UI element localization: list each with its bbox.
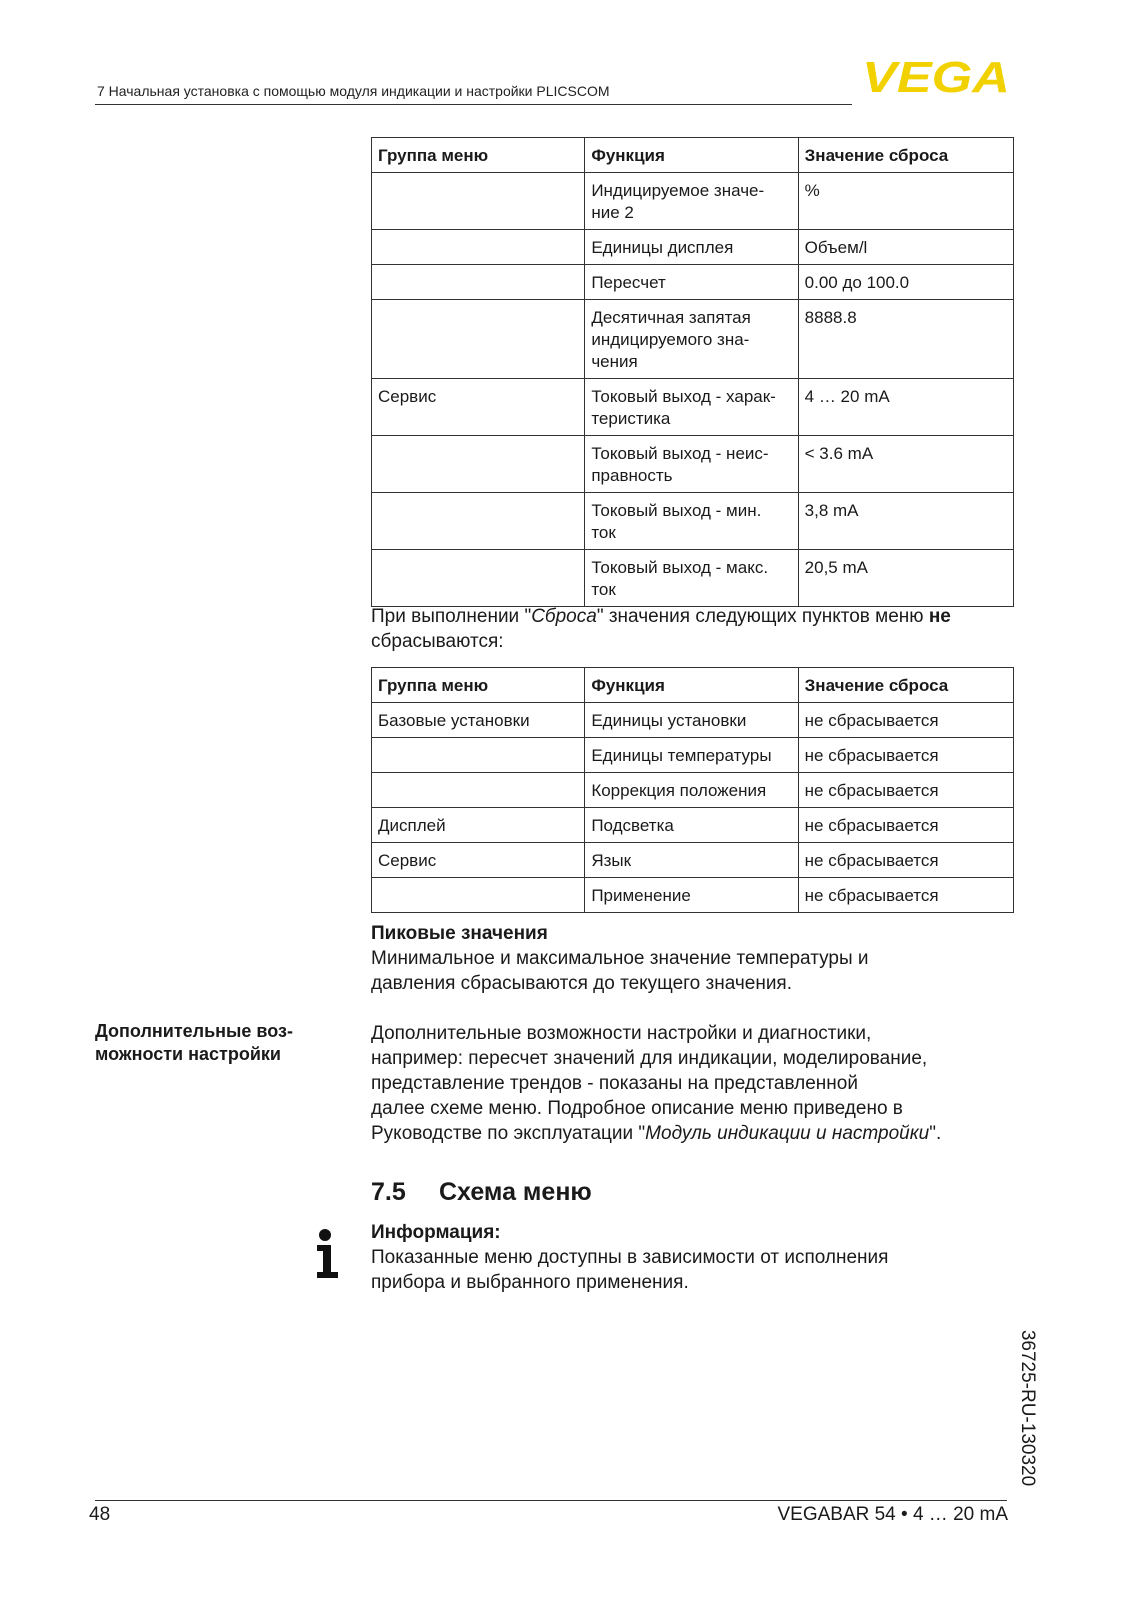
cell-menu-group bbox=[372, 550, 585, 607]
vega-logo bbox=[862, 58, 1012, 98]
not-reset-table bbox=[371, 667, 1014, 913]
table-header-row bbox=[372, 668, 1014, 703]
footer-rule bbox=[95, 1500, 1007, 1501]
table-row bbox=[372, 436, 1014, 493]
cell-function: Токовый выход - макс. ток bbox=[585, 550, 798, 607]
cell-menu-group bbox=[372, 173, 585, 230]
header-reset-value: Значение сброса bbox=[798, 668, 1013, 703]
cell-menu-group: Базовые установки bbox=[372, 703, 585, 738]
header-rule bbox=[95, 104, 852, 105]
cell-menu-group: Сервис bbox=[372, 379, 585, 436]
cell-reset-value: не сбрасывается bbox=[798, 843, 1013, 878]
table-row bbox=[372, 379, 1014, 436]
cell-reset-value: 8888.8 bbox=[798, 300, 1013, 379]
peak-values-text-line: давления сбрасываются до текущего значения. bbox=[371, 973, 792, 994]
header-function: Функция bbox=[585, 138, 798, 173]
table-row bbox=[372, 265, 1014, 300]
product-name: VEGABAR 54 • 4 … 20 mA bbox=[777, 1504, 1008, 1525]
side-label: Дополнительные воз- можности настройки bbox=[95, 1021, 293, 1064]
page-number: 48 bbox=[89, 1504, 111, 1525]
table-row bbox=[372, 738, 1014, 773]
table-row bbox=[372, 808, 1014, 843]
cell-function: Коррекция положения bbox=[585, 773, 798, 808]
cell-reset-value: не сбрасывается bbox=[798, 773, 1013, 808]
peak-values-text-line: Минимальное и максимальное значение температуры и bbox=[371, 948, 869, 969]
info-block: Информация: Показанные меню доступны в зависимости от исполнения прибора и выбранного применения. bbox=[371, 1220, 1021, 1295]
cell-menu-group: Сервис bbox=[372, 843, 585, 878]
cell-menu-group: Дисплей bbox=[372, 808, 585, 843]
cell-function: Индицируемое значе- ние 2 bbox=[585, 173, 798, 230]
table-row bbox=[372, 493, 1014, 550]
cell-menu-group bbox=[372, 773, 585, 808]
section-number: 7.5 bbox=[371, 1178, 406, 1206]
header-menu-group: Группа меню bbox=[372, 668, 585, 703]
table-header-row bbox=[372, 138, 1014, 173]
cell-function: Применение bbox=[585, 878, 798, 913]
table-row bbox=[372, 173, 1014, 230]
cell-reset-value: не сбрасывается bbox=[798, 703, 1013, 738]
cell-reset-value: 3,8 mA bbox=[798, 493, 1013, 550]
cell-function: Токовый выход - харак- теристика bbox=[585, 379, 798, 436]
cell-function: Подсветка bbox=[585, 808, 798, 843]
cell-reset-value: не сбрасывается bbox=[798, 808, 1013, 843]
cell-function: Язык bbox=[585, 843, 798, 878]
table-row bbox=[372, 230, 1014, 265]
cell-reset-value: < 3.6 mA bbox=[798, 436, 1013, 493]
table-row bbox=[372, 300, 1014, 379]
cell-reset-value: не сбрасывается bbox=[798, 878, 1013, 913]
additional-options-text: Дополнительные возможности настройки и диагностики, например: пересчет значений для индикации, моделирование, представление трендов - показаны на представленной далее схеме меню. Подробное описание меню приведено в Руководстве по эксплуатации "Модуль индикации и настройки". bbox=[371, 1023, 942, 1144]
peak-values-section bbox=[371, 921, 1021, 996]
section-heading bbox=[371, 1178, 592, 1207]
cell-menu-group bbox=[372, 300, 585, 379]
cell-function: Единицы установки bbox=[585, 703, 798, 738]
cell-function: Единицы температуры bbox=[585, 738, 798, 773]
cell-reset-value: % bbox=[798, 173, 1013, 230]
cell-reset-value: 4 … 20 mA bbox=[798, 379, 1013, 436]
logo-text: VEGA bbox=[862, 58, 1010, 98]
document-code: 36725-RU-130320 bbox=[1017, 1329, 1038, 1487]
cell-menu-group bbox=[372, 878, 585, 913]
cell-function: Токовый выход - мин. ток bbox=[585, 493, 798, 550]
header-function: Функция bbox=[585, 668, 798, 703]
cell-menu-group bbox=[372, 738, 585, 773]
cell-menu-group bbox=[372, 265, 585, 300]
header-menu-group: Группа меню bbox=[372, 138, 585, 173]
cell-reset-value: Объем/l bbox=[798, 230, 1013, 265]
peak-values-heading: Пиковые значения bbox=[371, 923, 548, 944]
reset-values-table bbox=[371, 137, 1014, 607]
reset-note: При выполнении "Сброса" значения следующих пунктов меню не сбрасываются: bbox=[371, 606, 951, 652]
cell-reset-value: 20,5 mA bbox=[798, 550, 1013, 607]
cell-function: Единицы дисплея bbox=[585, 230, 798, 265]
cell-menu-group bbox=[372, 230, 585, 265]
cell-menu-group bbox=[372, 436, 585, 493]
cell-menu-group bbox=[372, 493, 585, 550]
cell-reset-value: не сбрасывается bbox=[798, 738, 1013, 773]
table-row bbox=[372, 703, 1014, 738]
table-row bbox=[372, 550, 1014, 607]
table-row bbox=[372, 843, 1014, 878]
info-icon bbox=[314, 1228, 342, 1280]
cell-function: Пересчет bbox=[585, 265, 798, 300]
table-row bbox=[372, 878, 1014, 913]
cell-reset-value: 0.00 до 100.0 bbox=[798, 265, 1013, 300]
cell-function: Токовый выход - неис- правность bbox=[585, 436, 798, 493]
info-heading: Информация: bbox=[371, 1222, 501, 1243]
section-title: Схема меню bbox=[439, 1178, 592, 1206]
header-reset-value: Значение сброса bbox=[798, 138, 1013, 173]
cell-function: Десятичная запятая индицируемого зна- чения bbox=[585, 300, 798, 379]
table-row bbox=[372, 773, 1014, 808]
running-header: 7 Начальная установка с помощью модуля индикации и настройки PLICSCOM bbox=[97, 83, 610, 99]
